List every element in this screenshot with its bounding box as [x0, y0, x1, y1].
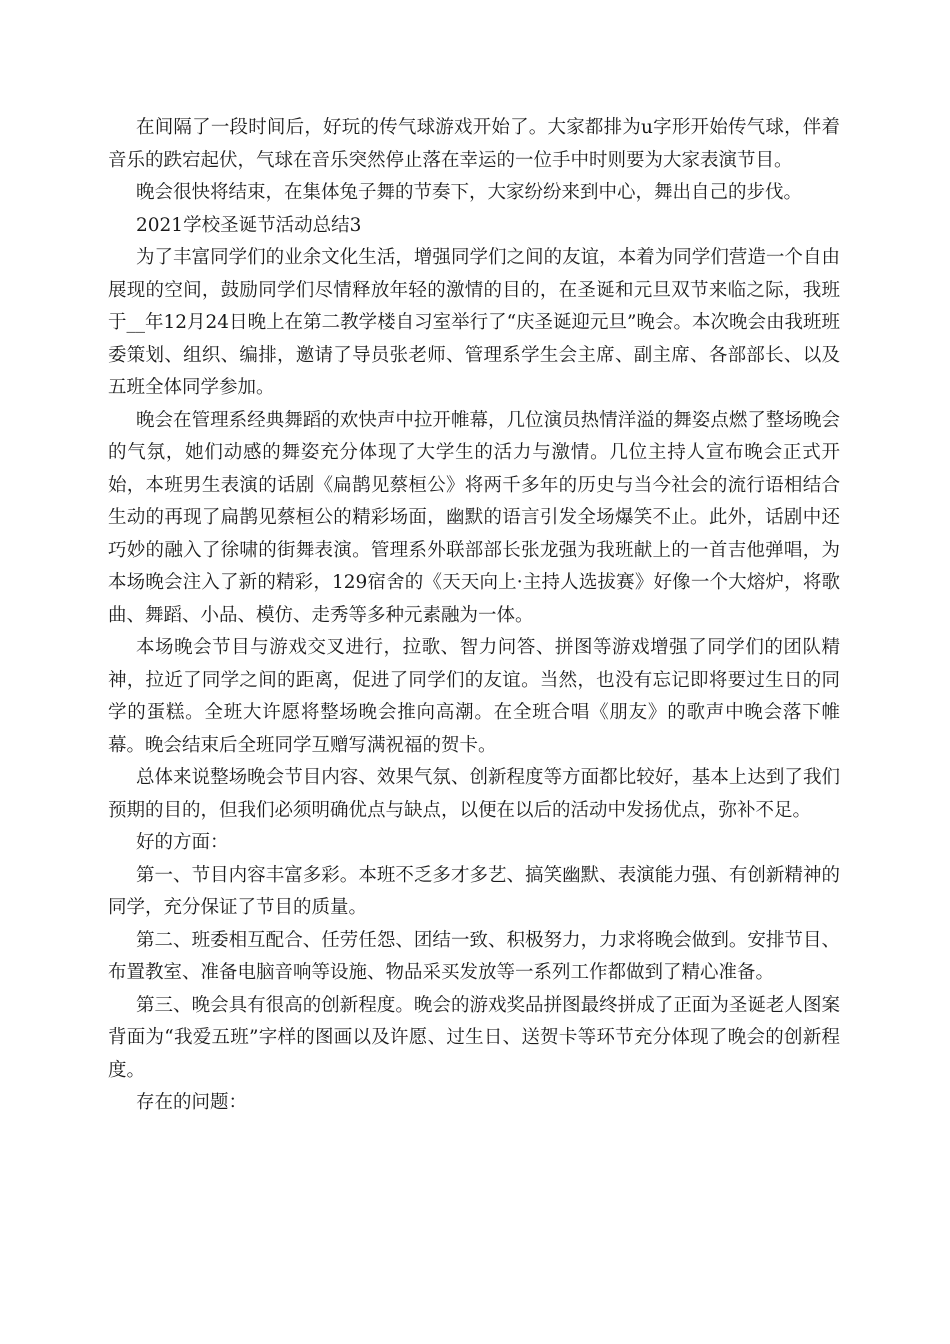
paragraph-balloon-game: 在间隔了一段时间后，好玩的传气球游戏开始了。大家都排为u字形开始传气球，伴着音乐的跌宕起伏，气球在音乐突然停止落在幸运的一位手中时则要为大家表演节目。 [108, 117, 840, 171]
subheading-strengths: 好的方面： [136, 832, 229, 853]
paragraph-opening: 晚会在管理系经典舞蹈的欢快声中拉开帷幕，几位演员热情洋溢的舞姿点燃了整场晚会的气氛，她们动感的舞姿充分体现了大学生的活力与激情。几位主持人宣布晚会正式开始，本班男生表演的话剧《扁鹊见蔡桓公》将两千多年的历史与当今社会的流行语相结合生动的再现了扁鹊见蔡桓公的精彩场面，幽默的语言引发全场爆笑不止。此外，话剧中还巧妙的融入了徐啸的街舞表演。管理系外联部部长张龙强为我班献上的一首吉他弹唱，为本场晚会注入了新的精彩，129宿舍的《天天向上·主持人选拔赛》好像一个大熔炉，将歌曲、舞蹈、小品、模仿、走秀等多种元素融为一体。 [108, 409, 840, 626]
subheading-problems: 存在的问题： [136, 1092, 248, 1113]
paragraph-games: 本场晚会节目与游戏交叉进行，拉歌、智力问答、拼图等游戏增强了同学们的团队精神，拉近了同学之间的距离，促进了同学们的友谊。当然，也没有忘记即将要过生日的同学的蛋糕。全班大许愿将整场晚会推向高潮。在全班合唱《朋友》的歌声中晚会落下帷幕。晚会结束后全班同学互赠写满祝福的贺卡。 [108, 637, 840, 756]
section-heading: 2021学校圣诞节活动总结3 [136, 214, 362, 236]
paragraph-point-3: 第三、晚会具有很高的创新程度。晚会的游戏奖品拼图最终拼成了正面为圣诞老人图案背面为“我爱五班”字样的图画以及许愿、过生日、送贺卡等环节充分体现了晚会的创新程度。 [108, 994, 840, 1081]
paragraph-point-1: 第一、节目内容丰富多彩。本班不乏多才多艺、搞笑幽默、表演能力强、有创新精神的同学，充分保证了节目的质量。 [108, 864, 840, 918]
document-body [108, 112, 840, 1120]
paragraph-intro: 为了丰富同学们的业余文化生活，增强同学们之间的友谊，本着为同学们营造一个自由展现的空间，鼓励同学们尽情释放年轻的激情的目的，在圣诞和元旦双节来临之际，我班于__年12月24日晚上在第二教学楼自习室举行了“庆圣诞迎元旦”晚会。本次晚会由我班班委策划、组织、编排，邀请了导员张老师、管理系学生会主席、副主席、各部部长、以及五班全体同学参加。 [108, 247, 840, 398]
paragraph-summary: 总体来说整场晚会节目内容、效果气氛、创新程度等方面都比较好，基本上达到了我们预期的目的，但我们必须明确优点与缺点，以便在以后的活动中发扬优点，弥补不足。 [108, 767, 840, 821]
paragraph-point-2: 第二、班委相互配合、任劳任怨、团结一致、积极努力，力求将晚会做到。安排节目、布置教室、准备电脑音响等设施、物品采买发放等一系列工作都做到了精心准备。 [108, 929, 840, 983]
paragraph-bunny-dance: 晚会很快将结束，在集体兔子舞的节奏下，大家纷纷来到中心，舞出自己的步伐。 [136, 182, 803, 203]
